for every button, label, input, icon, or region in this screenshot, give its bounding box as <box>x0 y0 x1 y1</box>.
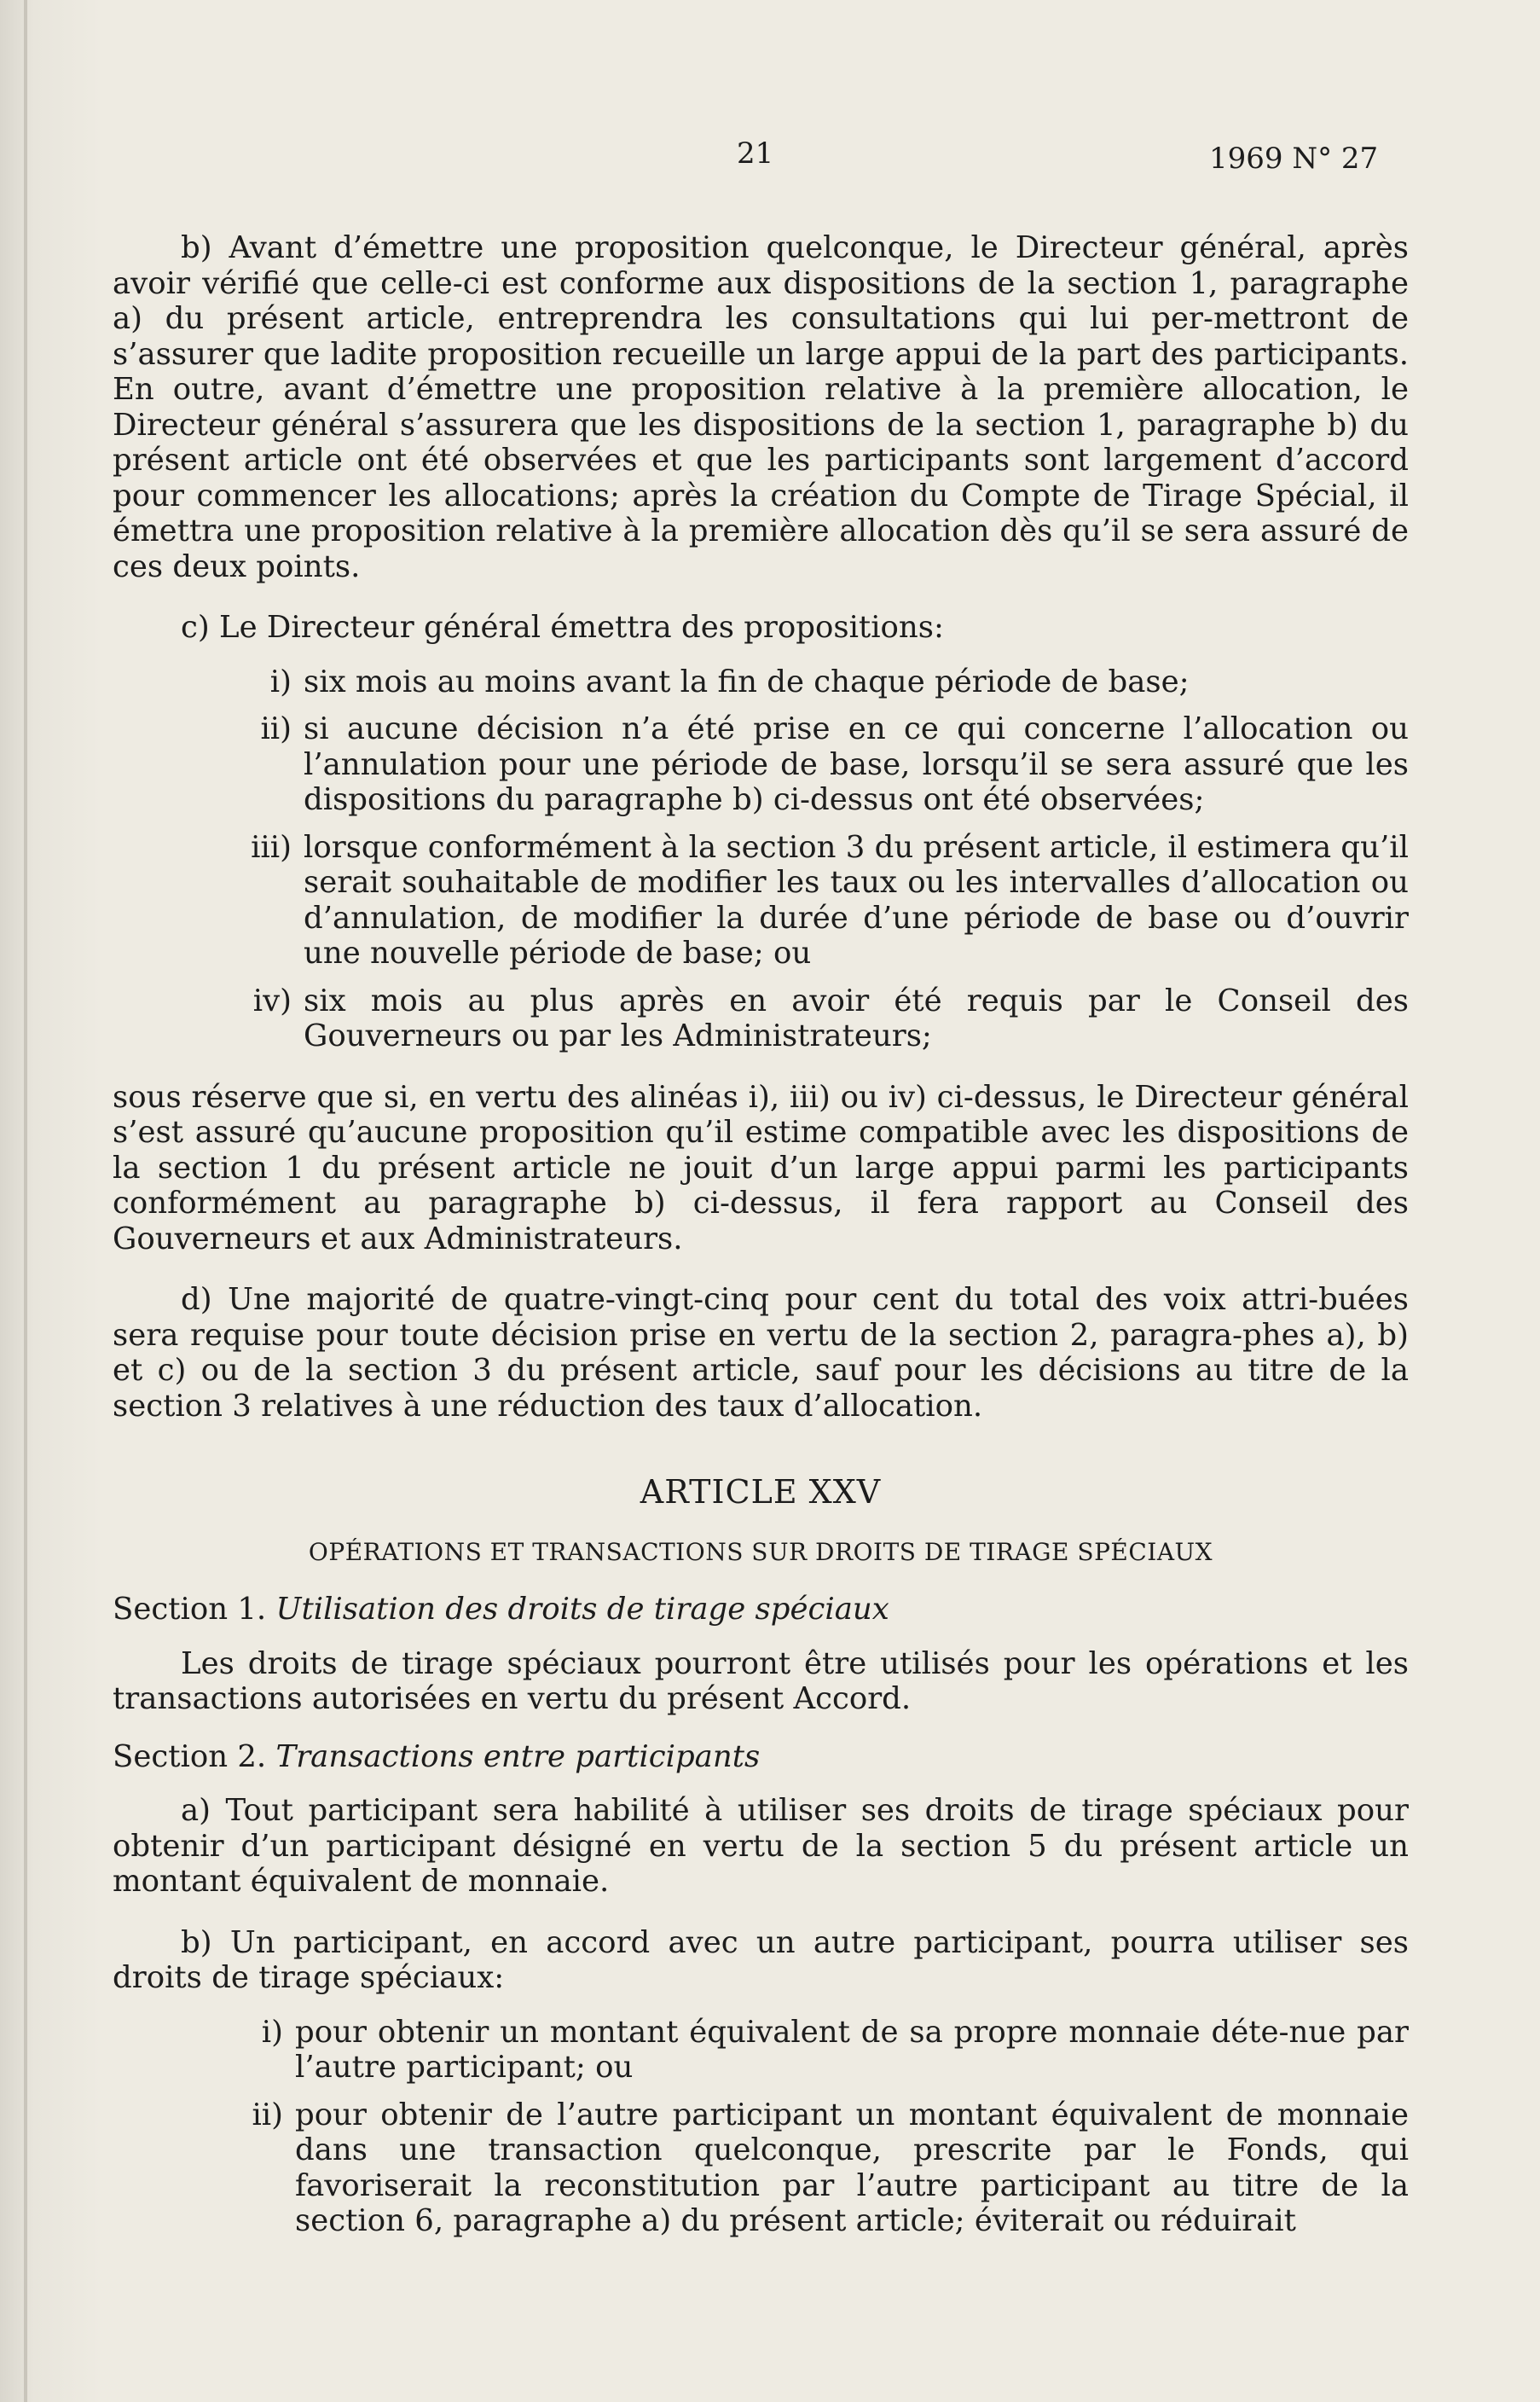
list-item-text: pour obtenir un montant équivalent de sa propre monnaie déte-nue par l’autre participant; ou <box>295 2014 1409 2085</box>
section-2-b-list <box>113 2015 1409 2239</box>
list-item <box>240 711 1409 818</box>
section-1-heading <box>113 1592 1409 1627</box>
list-item <box>232 2097 1409 2239</box>
paragraph-c-intro: c) Le Directeur général émettra des propositions: <box>181 610 944 645</box>
c-list <box>113 664 1409 1054</box>
binding-edge <box>24 0 27 2402</box>
article-title: ARTICLE XXV <box>640 1473 882 1511</box>
list-item-text: lorsque conformément à la section 3 du présent article, il estimera qu’il serait souhaitable de modifier les taux ou les intervalles d’allocation ou d’annulation, de modifier la durée d’une période de base ou d’ouvrir une nouvelle période de base; ou <box>304 829 1409 971</box>
list-item-number: i) <box>261 2014 283 2050</box>
list-item-number: i) <box>269 664 292 699</box>
paragraph-c-reserve: sous réserve que si, en vertu des alinéas i), iii) ou iv) ci-dessus, le Directeur général s’est assuré qu’aucune proposition qu’il estime compatible avec les dispositions de la section 1 du présent article ne jouit d’un large appui parmi les participants conformément au paragraphe b) ci-dessus, il fera rapport au Conseil des Gouverneurs et aux Administrateurs. <box>113 1079 1409 1256</box>
page-header <box>0 136 1540 179</box>
document-body <box>113 230 1409 2239</box>
list-item <box>240 830 1409 972</box>
page-number: 21 <box>737 136 774 171</box>
section-2-a: a) Tout participant sera habilité à utiliser ses droits de tirage spéciaux pour obtenir d’un participant désigné en vertu de la section 5 du présent article un montant équivalent de monnaie. <box>113 1793 1409 1899</box>
section-label: Section 2. <box>113 1738 267 1774</box>
paragraph-d: d) Une majorité de quatre-vingt-cinq pour cent du total des voix attri-buées sera requise pour toute décision prise en vertu de la section 2, paragra-phes a), b) et c) ou de la section 3 du présent article, sauf pour les décisions au titre de la section 3 relatives à une réduction des taux d’allocation. <box>113 1282 1409 1424</box>
section-title: Utilisation des droits de tirage spéciaux <box>275 1592 889 1627</box>
section-2-b-intro: b) Un participant, en accord avec un autre participant, pourra utiliser ses droits de tirage spéciaux: <box>113 1924 1409 1995</box>
list-item <box>240 664 1409 700</box>
section-1-text: Les droits de tirage spéciaux pourront être utilisés pour les opérations et les transactions autorisées en vertu du présent Accord. <box>113 1645 1409 1716</box>
list-item-number: ii) <box>260 711 292 746</box>
list-item-text: pour obtenir de l’autre participant un montant équivalent de monnaie dans une transaction quelconque, prescrite par le Fonds, qui favoriserait la reconstitution par l’autre participant au titre de la section 6, paragraphe a) du présent article; éviterait ou réduirait <box>295 2097 1409 2238</box>
section-title: Transactions entre participants <box>275 1738 761 1774</box>
section-label: Section 1. <box>113 1592 267 1627</box>
list-item <box>232 2015 1409 2086</box>
paragraph-b: b) Avant d’émettre une proposition quelconque, le Directeur général, après avoir vérifié que celle-ci est conforme aux dispositions de la section 1, paragraphe a) du présent article, entreprendra les consultations qui lui per-mettront de s’assurer que ladite proposition recueille un large appui de la part des participants. En outre, avant d’émettre une proposition relative à la première allocation, le Directeur général s’assurera que les dispositions de la section 1, paragraphe b) du présent article ont été observées et que les participants sont largement d’accord pour commencer les allocations; après la création du Compte de Tirage Spécial, il émettra une proposition relative à la première allocation dès qu’il se sera assuré de ces deux points. <box>113 230 1409 584</box>
list-item-text: si aucune décision n’a été prise en ce qui concerne l’allocation ou l’annulation pour une période de base, lorsqu’il se sera assuré que les dispositions du paragraphe b) ci-dessus ont été observées; <box>304 711 1409 817</box>
list-item-number: iv) <box>252 983 292 1018</box>
list-item-text: six mois au plus après en avoir été requis par le Conseil des Gouverneurs ou par les Administrateurs; <box>304 983 1409 1053</box>
section-2-heading <box>113 1739 1409 1775</box>
list-item <box>240 983 1409 1054</box>
article-subtitle: OPÉRATIONS ET TRANSACTIONS SUR DROITS DE TIRAGE SPÉCIAUX <box>308 1537 1213 1566</box>
list-item-text: six mois au moins avant la fin de chaque période de base; <box>304 664 1190 699</box>
list-item-number: iii) <box>251 829 292 865</box>
list-item-number: ii) <box>252 2097 283 2132</box>
issue-number: 1969 N° 27 <box>1209 142 1379 176</box>
